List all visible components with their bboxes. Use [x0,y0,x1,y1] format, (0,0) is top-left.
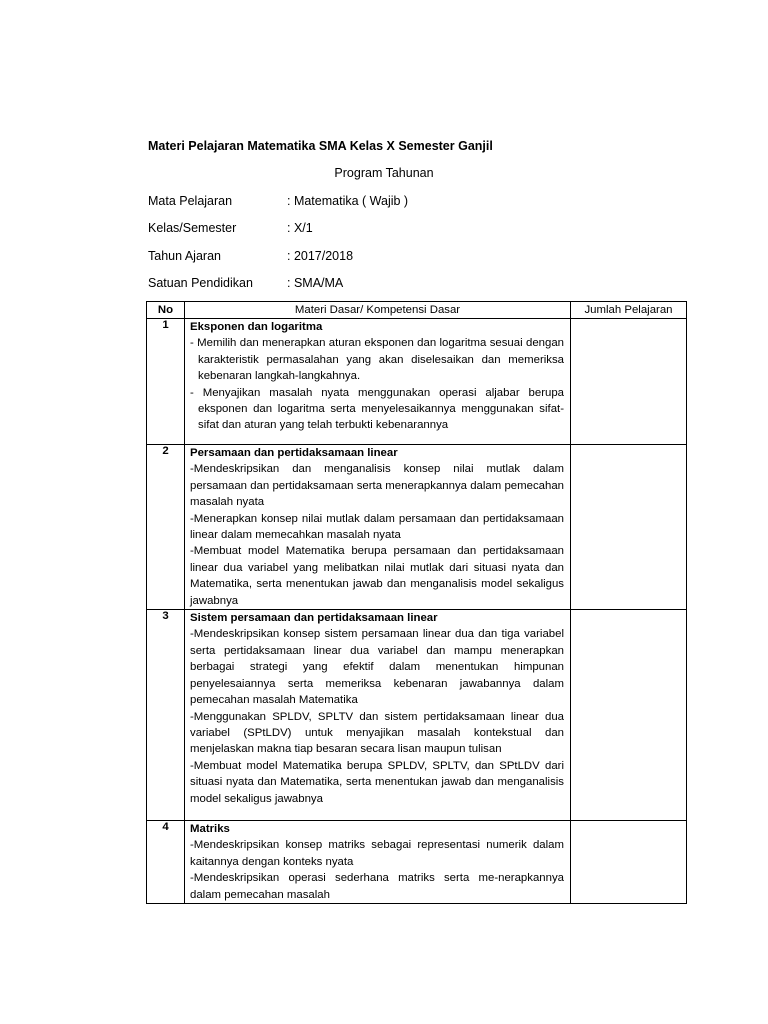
row-number: 4 [147,821,185,904]
program-table [146,301,687,904]
row-jumlah [571,445,687,610]
table-row [147,319,687,445]
row-number: 1 [147,319,185,445]
meta-label: Mata Pelajaran [148,194,233,208]
table-row [147,445,687,610]
meta-label: Kelas/Semester [148,221,237,235]
competency-item: - Memilih dan menerapkan aturan eksponen dan logaritma sesuai dengan karakteristik permasalahan yang akan diselesaikan dan memeriksa kebenaran langkah-langkahnya. [190,337,564,383]
competency-item: -Mendeskripsikan konsep matriks sebagai representasi numerik dalam kaitannya dengan konteks nyata [190,839,564,868]
meta-value: : SMA/MA [287,276,344,290]
table-row [147,821,687,904]
row-topic: Sistem persamaan dan pertidaksamaan linear [190,612,438,625]
document-subtitle: Program Tahunan [334,166,434,180]
row-jumlah [571,821,687,904]
row-topic: Eksponen dan logaritma [190,321,323,333]
row-materi [185,821,571,904]
row-number: 2 [147,445,185,610]
meta-value: : X/1 [287,221,313,235]
row-materi [185,445,571,610]
competency-item: -Mendeskripsikan operasi sederhana matriks serta me-nerapkannya dalam pemecahan masalah [190,872,564,901]
header-jumlah: Jumlah Pelajaran [571,302,687,319]
row-materi [185,610,571,821]
table-header-row [147,302,687,319]
row-jumlah [571,319,687,445]
header-no: No [147,302,185,319]
competency-item: -Membuat model Matematika berupa persamaan dan pertidaksamaan linear dua variabel yang melibatkan nilai mutlak dari situasi nyata dan Matematika, serta menentukan jawab dan menganalisis model sekaligus jawabnya [190,545,564,607]
competency-item: -Menggunakan SPLDV, SPLTV dan sistem pertidaksamaan linear dua variabel (SPtLDV) untuk menyajikan masalah kontekstual dan menjelaskan makna tiap besaran secara lisan maupun tulisan [190,710,564,756]
meta-label: Tahun Ajaran [148,249,221,263]
competency-item: - Menyajikan masalah nyata menggunakan operasi aljabar berupa eksponen dan logaritma serta menyelesaikannya menggunakan sifat-sifat dan aturan yang telah terbukti kebenarannya [190,386,564,432]
row-jumlah [571,610,687,821]
meta-value: : Matematika ( Wajib ) [287,194,409,208]
row-topic: Persamaan dan pertidaksamaan linear [190,447,398,459]
table-row [147,610,687,821]
competency-item: -Membuat model Matematika berupa SPLDV, SPLTV, dan SPtLDV dari situasi nyata dan Matematika, serta menentukan jawab dan menganalisis model sekaligus jawabnya [190,759,564,805]
competency-item: -Mendeskripsikan dan menganalisis konsep nilai mutlak dalam persamaan dan pertidaksamaan serta menerapkannya dalam pemecahan masalah nyata [190,463,564,509]
row-topic: Matriks [190,823,230,836]
row-materi [185,319,571,445]
row-number: 3 [147,610,185,821]
meta-label: Satuan Pendidikan [148,276,253,290]
meta-value: : 2017/2018 [287,249,354,263]
competency-item: -Mendeskripsikan konsep sistem persamaan linear dua dan tiga variabel serta pertidaksamaan linear dua variabel dan mampu menerapkan berbagai strategi yang efektif dalam menentukan himpunan penyelesaiannya serta memeriksa kebenaran jawabannya dalam pemecahan masalah Matematika [190,628,564,707]
header-materi: Materi Dasar/ Kompetensi Dasar [185,302,571,319]
document-title: Materi Pelajaran Matematika SMA Kelas X Semester Ganjil [148,139,493,153]
competency-item: -Menerapkan konsep nilai mutlak dalam persamaan dan pertidaksamaan linear dalam memecahkan masalah nyata [190,512,564,542]
